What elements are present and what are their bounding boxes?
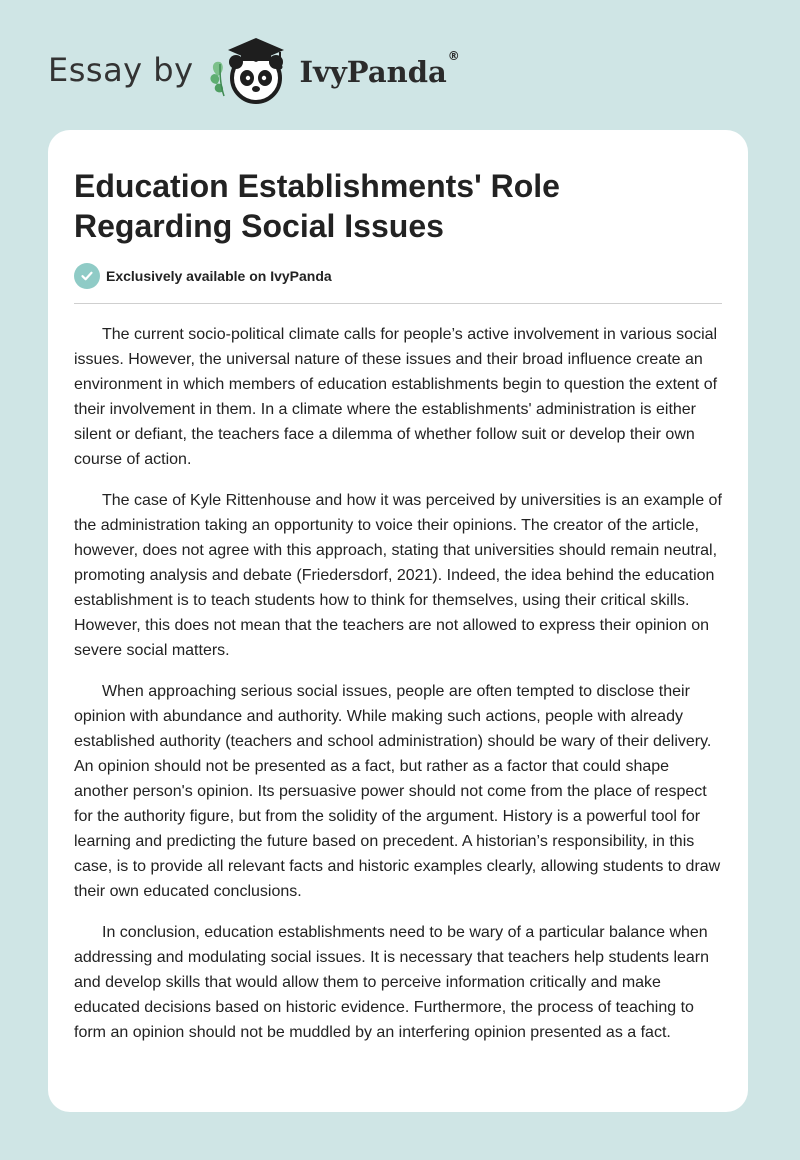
divider xyxy=(74,303,722,304)
article-paragraph: The current socio-political climate calls for people’s active involvement in various social issues. However, the universal nature of these issues and their broad influence create an environment in which members of education establishments begin to question the extent of their involvement in them. In a climate where the establishments' administration is either silent or defiant, the teachers face a dilemma of whether follow suit or develop their own course of action. xyxy=(74,326,718,468)
exclusive-badge xyxy=(74,262,332,290)
essay-by-label: Essay by xyxy=(48,51,194,89)
article-paragraph: In conclusion, education establishments need to be wary of a particular balance when addressing and modulating social issues. It is necessary that teachers help students learn and develop skills that would allow them to perceive information critically and make educated decisions based on historic evidence. Furthermore, the process of teaching to form an opinion should not be muddled by an interfering opinion presented as a fact. xyxy=(74,924,710,1041)
site-header xyxy=(48,34,459,106)
check-circle-icon xyxy=(74,263,100,289)
brand-name[interactable]: IvyPanda xyxy=(299,55,447,89)
registered-mark: ® xyxy=(447,49,460,63)
panda-graduate-icon[interactable] xyxy=(208,34,292,106)
exclusive-badge-text: Exclusively available on IvyPanda xyxy=(106,268,332,284)
article-paragraph: The case of Kyle Rittenhouse and how it was perceived by universities is an example of the administration taking an opportunity to voice their opinions. The creator of the article, however, does not agree with this approach, stating that universities should remain neutral, promoting analysis and debate (Friedersdorf, 2021). Indeed, the idea behind the education establishment is to teach students how to think for themselves, using their critical skills. However, this does not mean that the teachers are not allowed to express their opinion on severe social matters. xyxy=(74,492,722,659)
article-paragraph: When approaching serious social issues, people are often tempted to disclose their opinion with abundance and authority. While making such actions, people with already established authority (teachers and school administration) should be wary of their delivery. An opinion should not be presented as a fact, but rather as a factor that could shape another person's opinion. Its persuasive power should not come from the place of respect for the authority figure, but from the solidity of the argument. History is a powerful tool for learning and predicting the future based on precedent. A historian’s responsibility, in this case, is to provide all relevant facts and historic examples clearly, allowing students to draw their own educated conclusions. xyxy=(74,683,721,900)
article-card xyxy=(48,130,748,1112)
article-body xyxy=(74,322,724,1061)
article-title: Education Establishments' Role Regarding Social Issues xyxy=(74,168,560,244)
